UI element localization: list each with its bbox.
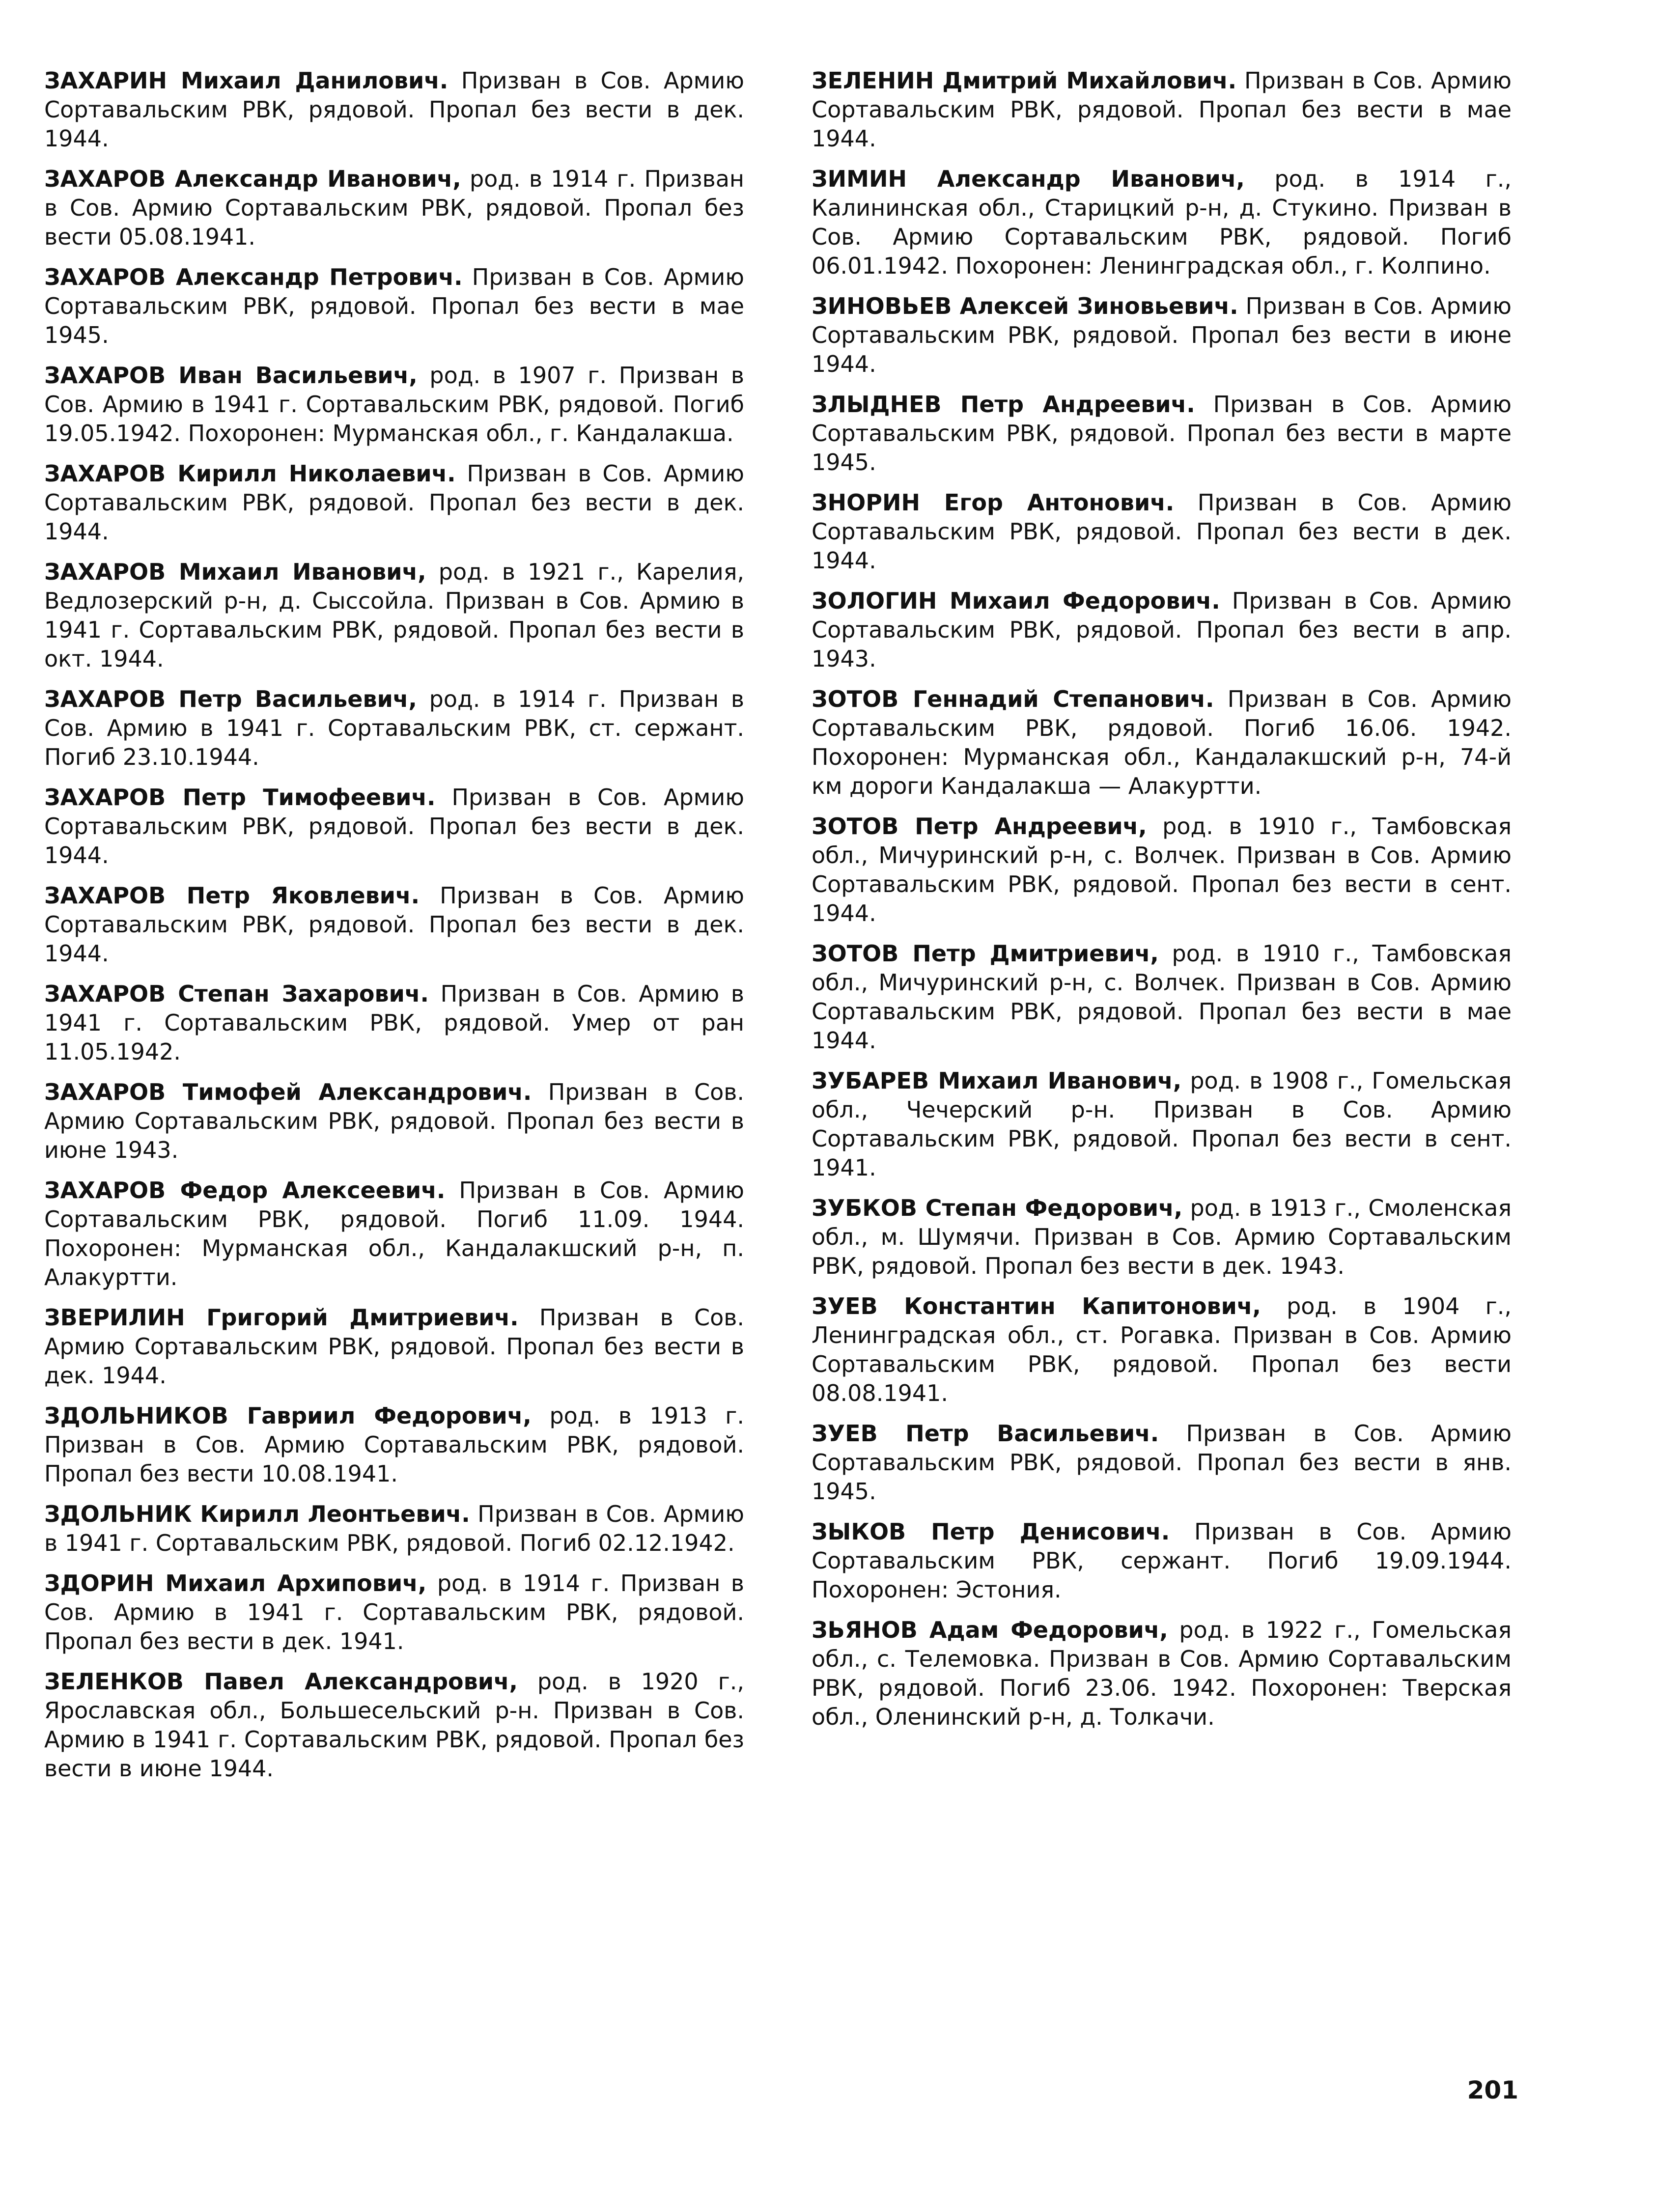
list-entry bbox=[44, 1569, 744, 1656]
list-entry bbox=[44, 1176, 744, 1292]
entry-name: ЗАХАРОВ Петр Васильевич, bbox=[44, 686, 417, 712]
entry-text: Призван в Сов. Армию Сортавальским РВК, рядовой. Пропал без вести в мае 1945. bbox=[44, 264, 744, 348]
entry-name: ЗОТОВ Геннадий Степанович. bbox=[812, 686, 1214, 712]
list-entry bbox=[812, 1292, 1512, 1408]
entry-name: ЗУБКОВ Степан Федорович, bbox=[812, 1195, 1183, 1221]
list-entry bbox=[44, 1401, 744, 1488]
entry-text: род. в 1904 г., Ленинградская обл., ст. Рогавка. Призван в Сов. Армию Сортавальским РВК, рядовой. Пропал без вести 08.08.1941. bbox=[812, 1293, 1512, 1406]
list-entry bbox=[812, 812, 1512, 928]
entry-text: род. в 1910 г., Тамбовская обл., Мичуринский р-н, с. Волчек. Призван в Сов. Армию Сортавальским РВК, рядовой. Пропал без вести в мае 1944. bbox=[812, 940, 1512, 1054]
entry-text: Призван в Сов. Армию Сортавальским РВК, рядовой. Пропал без вести в июне 1943. bbox=[44, 1079, 744, 1163]
entry-text: Призван в Сов. Армию Сортавальским РВК, сержант. Погиб 19.09.1944. Похоронен: Эстония. bbox=[812, 1518, 1512, 1603]
list-entry bbox=[812, 1616, 1512, 1732]
entry-text: Призван в Сов. Армию Сортавальским РВК, рядовой. Пропал без вести в янв. 1945. bbox=[812, 1420, 1512, 1505]
entry-text: род. в 1920 г., Ярославская обл., Большесельский р-н. Призван в Сов. Армию в 1941 г. Сортавальским РВК, рядовой. Пропал без вести в июне 1944. bbox=[44, 1668, 744, 1782]
list-entry bbox=[812, 587, 1512, 673]
entry-name: ЗДОЛЬНИКОВ Гавриил Федорович, bbox=[44, 1402, 532, 1429]
entry-text: Призван в Сов. Армию Сортавальским РВК, рядовой. Пропал без вести в дек. 1944. bbox=[44, 67, 744, 152]
entry-text: род. в 1914 г. Призван в Сов. Армию в 1941 г. Сортавальским РВК, рядовой. Пропал без вести в дек. 1941. bbox=[44, 1570, 744, 1654]
entry-text: род. в 1913 г., Смоленская обл., м. Шумячи. Призван в Сов. Армию Сортавальским РВК, рядовой. Пропал без вести в дек. 1943. bbox=[812, 1195, 1512, 1279]
entry-name: ЗАХАРИН Михаил Данилович. bbox=[44, 67, 449, 94]
entry-text: род. в 1907 г. Призван в Сов. Армию в 1941 г. Сортавальским РВК, рядовой. Погиб 19.05.1942. Похоронен: Мурманская обл., г. Кандалакша. bbox=[44, 362, 744, 447]
entry-name: ЗОЛОГИН Михаил Федорович. bbox=[812, 588, 1220, 614]
list-entry bbox=[44, 263, 744, 350]
list-entry bbox=[44, 1500, 744, 1558]
entry-text: род. в 1914 г. Призван в Сов. Армию Сортавальским РВК, рядовой. Пропал без вести 05.08.1941. bbox=[44, 166, 744, 250]
entry-name: ЗАХАРОВ Александр Иванович, bbox=[44, 166, 461, 192]
entry-name: ЗАХАРОВ Михаил Иванович, bbox=[44, 559, 426, 585]
entry-name: ЗУБАРЕВ Михаил Иванович, bbox=[812, 1067, 1182, 1094]
list-entry bbox=[44, 66, 744, 153]
list-entry bbox=[44, 1667, 744, 1783]
entry-name: ЗЕЛЕНИН Дмитрий Михайлович. bbox=[812, 67, 1237, 94]
entry-name: ЗАХАРОВ Федор Алексеевич. bbox=[44, 1177, 446, 1204]
entry-name: ЗЕЛЕНКОВ Павел Александрович, bbox=[44, 1668, 518, 1695]
entry-name: ЗАХАРОВ Александр Петрович. bbox=[44, 264, 463, 290]
entry-name: ЗАХАРОВ Петр Яковлевич. bbox=[44, 882, 420, 909]
list-entry bbox=[812, 939, 1512, 1055]
list-entry bbox=[812, 390, 1512, 477]
list-entry bbox=[44, 361, 744, 448]
entry-text: Призван в Сов. Армию в 1941 г. Сортавальским РВК, рядовой. Умер от ран 11.05.1942. bbox=[44, 980, 744, 1065]
entry-text: Призван в Сов. Армию Сортавальским РВК, рядовой. Пропал без вести в марте 1945. bbox=[812, 391, 1512, 476]
entry-name: ЗЛЫДНЕВ Петр Андреевич. bbox=[812, 391, 1195, 418]
right-column bbox=[812, 66, 1512, 1743]
list-entry bbox=[812, 1419, 1512, 1506]
list-entry bbox=[44, 558, 744, 673]
page-number: 201 bbox=[1467, 2076, 1518, 2104]
entry-text: Призван в Сов. Армию Сортавальским РВК, рядовой. Пропал без вести в мае 1944. bbox=[812, 67, 1512, 152]
entry-name: ЗВЕРИЛИН Григорий Дмитриевич. bbox=[44, 1304, 519, 1331]
entry-text: Призван в Сов. Армию Сортавальским РВК, рядовой. Пропал без вести в дек. 1944. bbox=[44, 1304, 744, 1389]
list-entry bbox=[812, 488, 1512, 575]
entry-text: Призван в Сов. Армию Сортавальским РВК, рядовой. Пропал без вести в дек. 1944. bbox=[44, 882, 745, 967]
left-column bbox=[44, 66, 744, 1794]
list-entry bbox=[812, 292, 1512, 379]
entry-text: род. в 1908 г., Гомельская обл., Чечерский р-н. Призван в Сов. Армию Сортавальским РВК, рядовой. Пропал без вести в сент. 1941. bbox=[812, 1067, 1512, 1181]
entry-text: Призван в Сов. Армию Сортавальским РВК, рядовой. Пропал без вести в дек. 1944. bbox=[812, 489, 1512, 574]
entry-name: ЗИМИН Александр Иванович, bbox=[812, 166, 1245, 192]
entry-name: ЗДОРИН Михаил Архипович, bbox=[44, 1570, 427, 1596]
list-entry bbox=[44, 1303, 744, 1390]
entry-name: ЗОТОВ Петр Дмитриевич, bbox=[812, 940, 1159, 967]
entry-text: род. в 1921 г., Карелия, Ведлозерский р-н, д. Сыссойла. Призван в Сов. Армию в 1941 г. Сортавальским РВК, рядовой. Пропал без вести в окт. 1944. bbox=[44, 559, 744, 672]
entry-text: Призван в Сов. Армию Сортавальским РВК, рядовой. Погиб 16.06. 1942. Похоронен: Мурманская обл., Кандалакшский р-н, 74-й км дороги Кандалакша — Алакуртти. bbox=[812, 686, 1512, 799]
entry-name: ЗЫКОВ Петр Денисович. bbox=[812, 1518, 1170, 1545]
entry-name: ЗОТОВ Петр Андреевич, bbox=[812, 813, 1147, 840]
entry-text: род. в 1913 г. Призван в Сов. Армию Сортавальским РВК, рядовой. Пропал без вести 10.08.1941. bbox=[44, 1402, 744, 1487]
entry-name: ЗАХАРОВ Степан Захарович. bbox=[44, 980, 429, 1007]
entry-name: ЗИНОВЬЕВ Алексей Зиновьевич. bbox=[812, 293, 1238, 319]
entry-text: род. в 1914 г. Призван в Сов. Армию в 1941 г. Сортавальским РВК, ст. сержант. Погиб 23.10.1944. bbox=[44, 686, 744, 770]
entry-name: ЗДОЛЬНИК Кирилл Леонтьевич. bbox=[44, 1501, 470, 1527]
list-entry bbox=[812, 1517, 1512, 1604]
list-entry bbox=[812, 1194, 1512, 1281]
list-entry bbox=[812, 165, 1512, 280]
entry-name: ЗАХАРОВ Кирилл Николаевич. bbox=[44, 460, 456, 487]
entry-text: род. в 1910 г., Тамбовская обл., Мичуринский р-н, с. Волчек. Призван в Сов. Армию Сортавальским РВК, рядовой. Пропал без вести в сент. 1944. bbox=[812, 813, 1512, 926]
entry-name: ЗАХАРОВ Тимофей Александрович. bbox=[44, 1079, 532, 1105]
entry-name: ЗЬЯНОВ Адам Федорович, bbox=[812, 1617, 1168, 1643]
list-entry bbox=[44, 1078, 744, 1165]
entry-name: ЗУЕВ Константин Капитонович, bbox=[812, 1293, 1261, 1319]
list-entry bbox=[44, 881, 744, 968]
entry-name: ЗАХАРОВ Петр Тимофеевич. bbox=[44, 784, 436, 811]
list-entry bbox=[812, 685, 1512, 801]
entry-text: Призван в Сов. Армию Сортавальским РВК, рядовой. Погиб 11.09. 1944. Похоронен: Мурманская обл., Кандалакшский р-н, п. Алакуртти. bbox=[44, 1177, 744, 1290]
entry-text: род. в 1914 г., Калининская обл., Старицкий р-н, д. Стукино. Призван в Сов. Армию Сортавальским РВК, рядовой. Погиб 06.01.1942. Похоронен: Ленинградская обл., г. Колпино. bbox=[812, 166, 1512, 279]
list-entry bbox=[812, 1066, 1512, 1182]
entry-text: род. в 1922 г., Гомельская обл., с. Телемовка. Призван в Сов. Армию Сортавальским РВК, рядовой. Погиб 23.06. 1942. Похоронен: Тверская обл., Оленинский р-н, д. Толкачи. bbox=[812, 1617, 1512, 1730]
list-entry bbox=[44, 980, 744, 1066]
list-entry bbox=[44, 685, 744, 772]
list-entry bbox=[812, 66, 1512, 153]
entry-name: ЗАХАРОВ Иван Васильевич, bbox=[44, 362, 418, 389]
entry-text: Призван в Сов. Армию в 1941 г. Сортавальским РВК, рядовой. Погиб 02.12.1942. bbox=[44, 1501, 745, 1556]
entry-name: ЗУЕВ Петр Васильевич. bbox=[812, 1420, 1159, 1447]
entry-name: ЗНОРИН Егор Антонович. bbox=[812, 489, 1175, 516]
list-entry bbox=[44, 459, 744, 546]
entry-text: Призван в Сов. Армию Сортавальским РВК, рядовой. Пропал без вести в дек. 1944. bbox=[44, 460, 744, 545]
entry-text: Призван в Сов. Армию Сортавальским РВК, рядовой. Пропал без вести в дек. 1944. bbox=[44, 784, 744, 868]
entry-text: Призван в Сов. Армию Сортавальским РВК, рядовой. Пропал без вести в июне 1944. bbox=[812, 293, 1512, 377]
list-entry bbox=[44, 165, 744, 252]
list-entry bbox=[44, 783, 744, 870]
entry-text: Призван в Сов. Армию Сортавальским РВК, рядовой. Пропал без вести в апр. 1943. bbox=[812, 588, 1512, 672]
